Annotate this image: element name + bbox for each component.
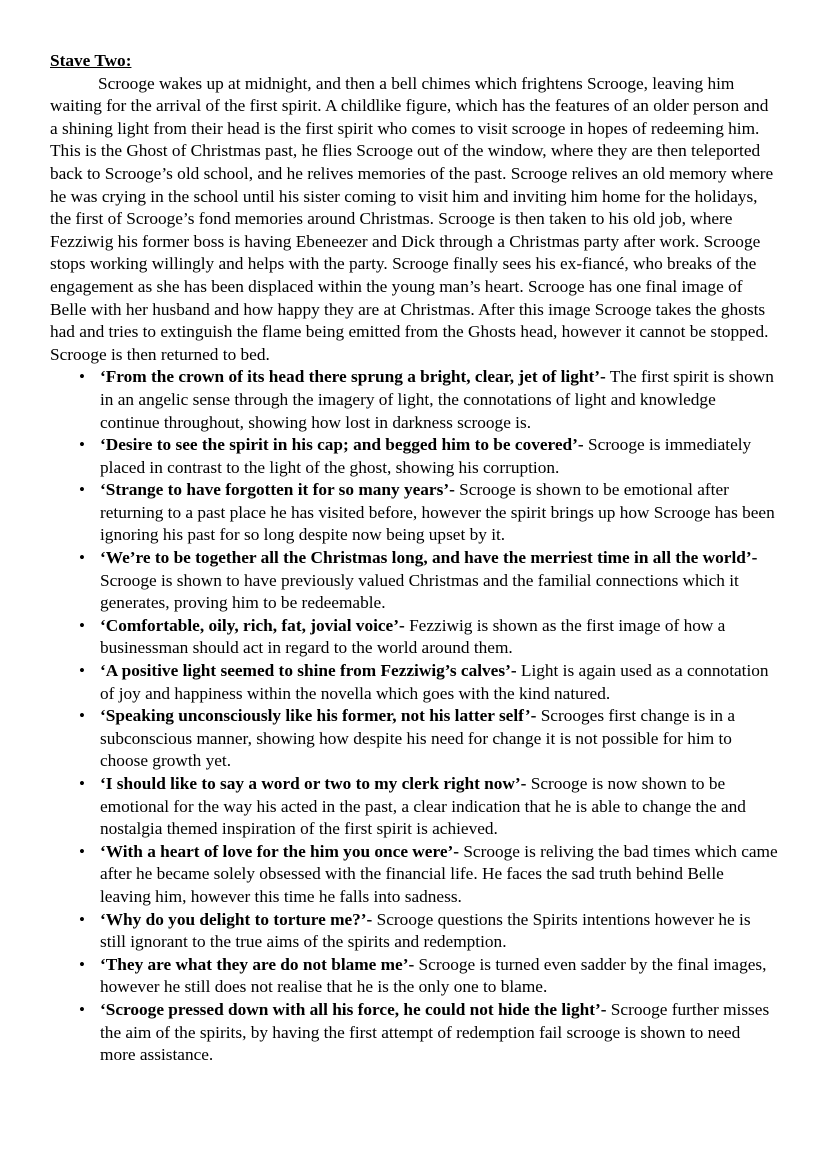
bullet-icon: • [79,548,85,568]
quote-text: ‘Speaking unconsciously like his former, not his latter self’- [100,706,537,726]
list-item [79,954,778,999]
quote-text: ‘Why do you delight to torture me?’- [100,909,373,929]
bullet-icon: • [79,774,85,793]
quote-text: ‘Scrooge pressed down with all his force, he could not hide the light’- [100,999,607,1019]
bullet-icon: • [79,367,85,387]
analysis-text: Scrooges first change is in a subconscious manner, showing how despite his need for change it is not possible for him to choose growth yet. [100,706,736,771]
list-item [79,547,778,615]
bullet-icon: • [79,480,85,500]
analysis-text: Scrooge is shown to have previously valued Christmas and the familial connections which it generates, proving him to be redeemable. [100,570,739,613]
bullet-icon: • [79,841,85,861]
analysis-text: Scrooge questions the Spirits intentions however he is still ignorant to the true aims of the spirits and redemption. [100,909,751,952]
analysis-text: Scrooge is reliving the bad times which came after he became solely obsessed with the financial life. He faces the sad truth behind Belle leaving him, however this time he falls into sadness. [100,841,778,906]
quote-text: ‘I should like to say a word or two to my clerk right now’- [100,774,527,793]
analysis-text: Fezziwig is shown as the first image of how a businessman should act in regard to the world around them. [100,615,726,658]
quote-text: ‘Strange to have forgotten it for so many years’- [100,480,455,500]
list-item [79,660,778,705]
analysis-text: Scrooge is shown to be emotional after returning to a past place he has visited before, however the spirit brings up how Scrooge has been ignoring his past for so long despite now being upset by it. [100,480,775,545]
bullet-icon: • [79,706,85,726]
bullet-icon: • [79,661,85,681]
list-item [79,434,778,479]
list-item [79,479,778,547]
list-item [79,366,778,434]
summary-paragraph: Scrooge wakes up at midnight, and then a bell chimes which frightens Scrooge, leaving him waiting for the arrival of the first spirit. A childlike figure, which has the features of an older person and a shining light from their head is the first spirit who comes to visit scrooge in hopes of redeeming him. This is the Ghost of Christmas past, he flies Scrooge out of the window, where they are then teleported back to Scrooge’s old school, and he relives memories of the past. Scrooge relives an old memory where he was crying in the school until his sister coming to visit him and inviting him home for the holidays, the first of Scrooge’s fond memories around Christmas. Scrooge is then taken to his old job, where Fezziwig his former boss is having Ebeneezer and Dick through a Christmas party after work. Scrooge stops working willingly and helps with the party. Scrooge finally sees his ex-fiancé, who breaks of the engagement as she has been displaced within the young man’s heart. Scrooge has one final image of Belle with her husband and how happy they are at Christmas. After this image Scrooge takes the ghosts had and tries to extinguish the flame being emitted from the Ghosts head, however it cannot be stopped. Scrooge is then returned to bed. [50,73,774,364]
list-item [79,841,778,909]
list-item [79,773,778,841]
list-item [79,909,778,954]
bullet-icon: • [79,954,85,974]
quote-text: ‘From the crown of its head there sprung a bright, clear, jet of light’- [100,367,606,387]
bullet-icon: • [79,999,85,1019]
quote-text: ‘We’re to be together all the Christmas long, and have the merriest time in all the world’- [100,548,758,568]
analysis-text: The first spirit is shown in an angelic sense through the imagery of light, the connotations of light and knowledge continue throughout, showing how lost in darkness scrooge is. [100,367,774,432]
analysis-text: Scrooge is now shown to be emotional for the way his acted in the past, a clear indication that he is able to change the and nostalgia themed inspiration of the first spirit is achieved. [100,774,746,839]
bullet-icon: • [79,435,85,455]
quote-text: ‘A positive light seemed to shine from Fezziwig’s calves’- [100,661,517,681]
analysis-text: Scrooge is immediately placed in contrast to the light of the ghost, showing his corruption. [100,435,752,477]
quote-text: ‘With a heart of love for the him you once were’- [100,841,459,861]
analysis-text: Scrooge is turned even sadder by the final images, however he still does not realise that he is the only one to blame. [100,954,767,997]
analysis-text: Light is again used as a connotation of joy and happiness within the novella which goes with the kind natured. [100,661,769,703]
section-heading: Stave Two: [50,51,132,70]
quote-list [50,366,778,1066]
document-page [50,50,778,1067]
quote-text: ‘They are what they are do not blame me’- [100,954,415,974]
analysis-text: Scrooge further misses the aim of the spirits, by having the first attempt of redemption fail scrooge is shown to need more assistance. [100,999,770,1065]
list-item [79,999,778,1067]
bullet-icon: • [79,909,85,929]
quote-text: ‘Desire to see the spirit in his cap; and begged him to be covered’- [100,435,584,455]
bullet-icon: • [79,615,85,635]
list-item [79,705,778,773]
list-item [79,615,778,660]
quote-text: ‘Comfortable, oily, rich, fat, jovial voice’- [100,615,405,635]
